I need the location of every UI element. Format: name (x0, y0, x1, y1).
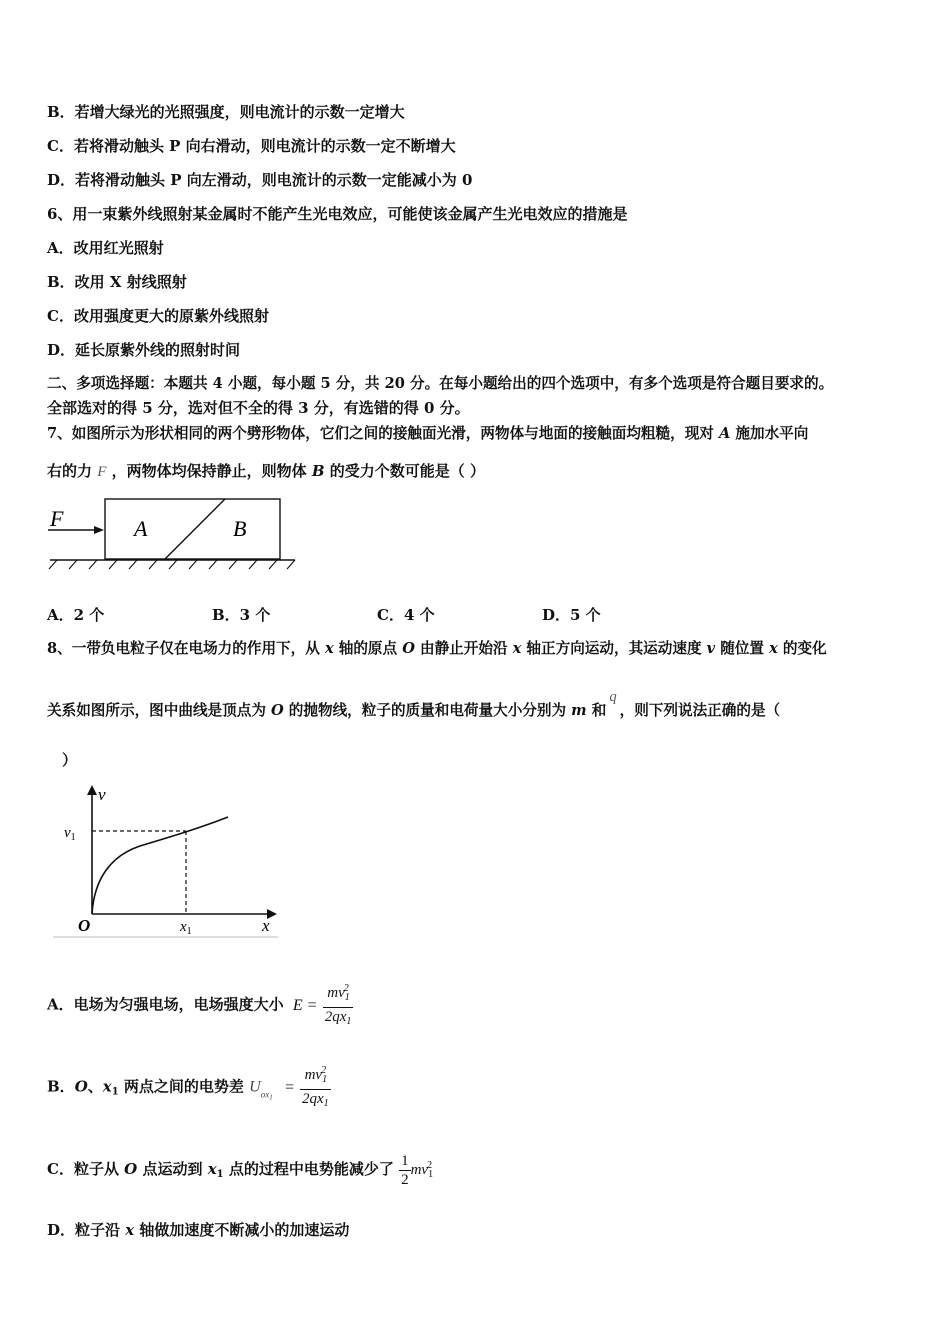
option-6b: B．改用 X 射线照射 (47, 273, 187, 291)
option-5b: B．若增大绿光的光照强度，则电流计的示数一定增大 (47, 103, 405, 121)
question-8-line-3: ） (62, 751, 78, 769)
U-fraction (300, 1062, 331, 1113)
wedge-figure (40, 492, 300, 574)
option-8c (47, 1146, 432, 1195)
option-8b (47, 1062, 331, 1118)
section-2-scoring: 全部选对的得 5 分，选对但不全的得 3 分，有选错的得 0 分。 (47, 399, 470, 417)
q8-text: 和 (586, 702, 607, 719)
E-lhs: E = (292, 996, 318, 1014)
q8-text: 的变化 (777, 640, 827, 657)
option-8d (47, 1220, 349, 1240)
U-symbol: U (249, 1078, 261, 1096)
E-num-text: mv (327, 985, 345, 1001)
option-8a (47, 980, 353, 1031)
question-7-line-1 (47, 424, 808, 444)
C-mv: mv (410, 1162, 429, 1178)
U-equals: = (283, 1078, 295, 1096)
E-denominator (323, 1008, 354, 1031)
q8-text: 的抛物线，粒子的质量和电荷量大小分别为 (283, 702, 572, 719)
q8-text: 8、一带负电粒子仅在电场力的作用下，从 (47, 640, 325, 657)
option-8c-x: x (207, 1160, 217, 1178)
q8-var: x (769, 640, 778, 657)
question-8-line-2 (47, 689, 781, 721)
q7-var-B: B (311, 462, 325, 480)
wedge-label-B: B (233, 516, 247, 541)
q7-text: ，两物体均保持静止，则物体 (106, 462, 312, 480)
q8-var: O (402, 640, 415, 657)
q8-var: m (571, 702, 587, 719)
q8-text: 随位置 (715, 640, 770, 657)
C-numerator: 1 (401, 1152, 409, 1169)
option-8b-x-sub: 1 (111, 1086, 119, 1098)
C-fraction (399, 1152, 411, 1189)
C-mv-sup: 2 (427, 1160, 433, 1171)
E-fraction (323, 980, 354, 1031)
q8-var: x (512, 640, 522, 657)
option-8b-text: 两点之间的电势差 (118, 1077, 244, 1096)
v-axis-label: v (98, 785, 106, 804)
q7-text: 7、如图所示为形状相同的两个劈形物体，它们之间的接触面光滑，两物体与地面的接触面均粗糙，现对 (47, 425, 719, 442)
option-8c-text: C．粒子从 (47, 1160, 125, 1178)
v1-subscript: 1 (70, 832, 76, 843)
option-7a: A．2 个 (47, 606, 105, 624)
option-8a-text: A．电场为匀强电场，电场强度大小 (47, 995, 284, 1014)
question-7-line-2 (47, 461, 485, 482)
option-8d-text: D．粒子沿 (47, 1221, 126, 1239)
U-subscript-1: 1 (269, 1093, 273, 1102)
U-num-sub: 1 (322, 1074, 328, 1085)
q8-text: 关系如图所示，图中曲线是顶点为 (47, 702, 271, 719)
velocity-position-graph (50, 780, 285, 942)
E-numerator (323, 980, 354, 1008)
U-denominator (300, 1090, 331, 1113)
option-8d-x: x (125, 1221, 135, 1239)
option-7d: D．5 个 (542, 606, 601, 624)
option-8c-O: O (124, 1160, 138, 1178)
q7-text: 施加水平向 (730, 425, 809, 442)
x1-subscript: 1 (186, 926, 192, 937)
v1-symbol: v (64, 825, 71, 841)
U-num-text: mv (304, 1067, 323, 1083)
question-6: 6、用一束紫外线照射某金属时不能产生光电效应，可能使该金属产生光电效应的措施是 (47, 205, 628, 223)
q7-text: 的受力个数可能是（ ） (324, 462, 485, 480)
C-denominator: 2 (401, 1171, 409, 1188)
origin-label: O (78, 916, 91, 935)
option-6d: D．延长原紫外线的照射时间 (47, 341, 241, 359)
C-mv-sub: 1 (428, 1169, 434, 1180)
q8-var: v (706, 640, 716, 657)
E-den-sub: 1 (346, 1016, 352, 1027)
x1-label (179, 919, 192, 937)
U-num-sup: 2 (321, 1065, 327, 1076)
q7-text: 右的力 (47, 462, 98, 480)
force-arrow-head (94, 526, 104, 534)
x1-symbol: x (180, 919, 187, 935)
wedge-contact-surface (165, 499, 225, 559)
E-num-sub: 1 (344, 992, 350, 1003)
v1-label (64, 825, 76, 843)
v-axis-arrow (87, 785, 97, 795)
question-8-line-1 (47, 639, 827, 659)
q8-text: 轴正方向运动，其运动速度 (521, 640, 707, 657)
option-8b-x: x (102, 1077, 112, 1096)
option-8c-text: 点运动到 (137, 1160, 208, 1178)
q7-var-F: F (97, 464, 107, 480)
E-num-sup: 2 (343, 983, 349, 994)
wedge-label-A: A (134, 516, 148, 541)
q7-var-A: A (718, 425, 731, 442)
parabola-curve (92, 817, 228, 914)
option-8d-text: 轴做加速度不断减小的加速运动 (134, 1221, 350, 1239)
U-den-sub: 1 (323, 1098, 329, 1109)
q8-var-q: q (609, 689, 617, 705)
q8-text: 轴的原点 (333, 640, 403, 657)
U-subscript: ox (260, 1089, 270, 1100)
option-5d: D．若将滑动触头 P 向左滑动，则电流计的示数一定能减小为 0 (47, 171, 473, 189)
ground-hatching (49, 560, 295, 569)
section-2-heading: 二、多项选择题：本题共 4 小题，每小题 5 分，共 20 分。在每小题给出的四个选项中，有多个选项是符合题目要求的。 (47, 375, 834, 392)
option-7b: B．3 个 (212, 606, 271, 624)
option-7c: C．4 个 (377, 606, 435, 624)
option-8b-text: 、 (87, 1077, 103, 1096)
q8-text: ，则下列说法正确的是（ (619, 702, 781, 719)
x-axis-label: x (262, 916, 270, 935)
E-den-text: 2qx (324, 1009, 347, 1025)
U-den-text: 2qx (302, 1091, 324, 1107)
question-7-options (47, 605, 601, 625)
q8-var: x (324, 640, 334, 657)
q8-var: O (271, 702, 284, 719)
option-8c-text: 点的过程中电势能减少了 (223, 1160, 394, 1178)
force-label: F (50, 506, 64, 531)
option-8b-text: B． (47, 1077, 75, 1096)
q8-text: 由静止开始沿 (414, 640, 513, 657)
option-5c: C．若将滑动触头 P 向右滑动，则电流计的示数一定不断增大 (47, 137, 456, 155)
option-8c-x-sub: 1 (216, 1169, 224, 1180)
option-6c: C．改用强度更大的原紫外线照射 (47, 307, 269, 325)
option-8b-O: O (74, 1077, 88, 1096)
wedge-outline (105, 499, 280, 559)
option-6a: A．改用红光照射 (47, 239, 164, 257)
U-numerator (300, 1062, 331, 1090)
